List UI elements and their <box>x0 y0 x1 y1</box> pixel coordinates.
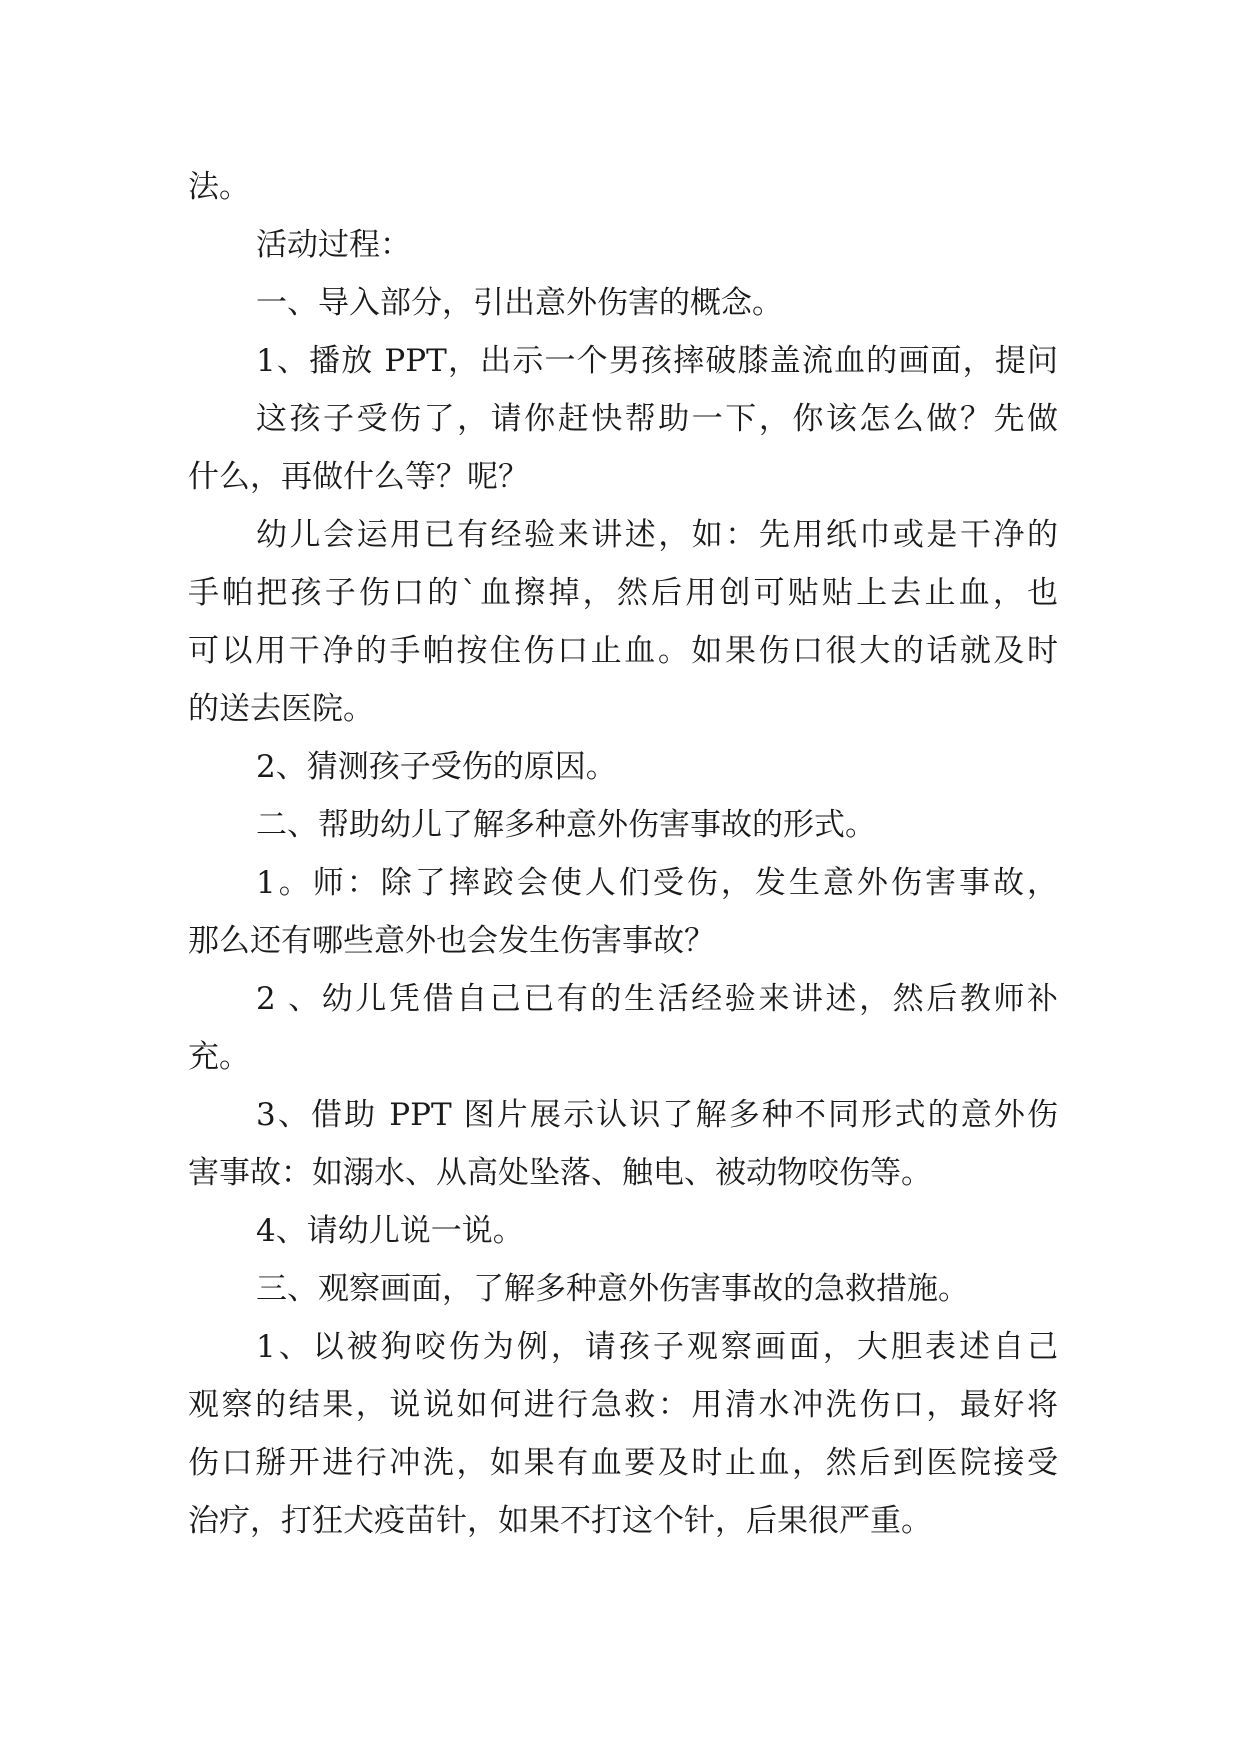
text-line: 1。师：除了摔跤会使人们受伤，发生意外伤害事故， <box>256 865 1058 901</box>
text-line: 二、帮助幼儿了解多种意外伤害事故的形式。 <box>256 807 876 843</box>
text-line: 这孩子受伤了，请你赶快帮助一下，你该怎么做？先做 <box>256 401 1058 437</box>
text-line: 害事故：如溺水、从高处坠落、触电、被动物咬伤等。 <box>188 1155 932 1191</box>
text-line: 什么，再做什么等？呢？ <box>188 459 529 495</box>
text-line: 1、以被狗咬伤为例，请孩子观察画面，大胆表述自己 <box>256 1329 1058 1365</box>
text-line: 2 、幼儿凭借自己已有的生活经验来讲述，然后教师补 <box>256 981 1058 1017</box>
text-line: 3、借助 PPT 图片展示认识了解多种不同形式的意外伤 <box>256 1097 1058 1133</box>
text-line: 手帕把孩子伤口的`血擦掉，然后用创可贴贴上去止血，也 <box>188 575 1058 611</box>
text-line: 的送去医院。 <box>188 691 374 727</box>
text-line: 充。 <box>188 1039 250 1075</box>
text-line: 2、猜测孩子受伤的原因。 <box>256 749 617 785</box>
text-line: 可以用干净的手帕按住伤口止血。如果伤口很大的话就及时 <box>188 633 1058 669</box>
text-line: 活动过程： <box>256 227 411 263</box>
text-line: 4、请幼儿说一说。 <box>256 1213 524 1249</box>
text-line: 1、播放 PPT，出示一个男孩摔破膝盖流血的画面，提问 <box>256 343 1058 379</box>
text-line: 治疗，打狂犬疫苗针，如果不打这个针，后果很严重。 <box>188 1503 932 1539</box>
text-line: 三、观察画面，了解多种意外伤害事故的急救措施。 <box>256 1271 969 1307</box>
text-line: 一、导入部分，引出意外伤害的概念。 <box>256 285 783 321</box>
text-line: 伤口掰开进行冲洗，如果有血要及时止血，然后到医院接受 <box>188 1445 1058 1481</box>
text-line: 幼儿会运用已有经验来讲述，如：先用纸巾或是干净的 <box>256 517 1058 553</box>
text-line: 观察的结果，说说如何进行急救：用清水冲洗伤口，最好将 <box>188 1387 1058 1423</box>
text-line: 那么还有哪些意外也会发生伤害事故？ <box>188 923 715 959</box>
text-line: 法。 <box>188 169 250 205</box>
